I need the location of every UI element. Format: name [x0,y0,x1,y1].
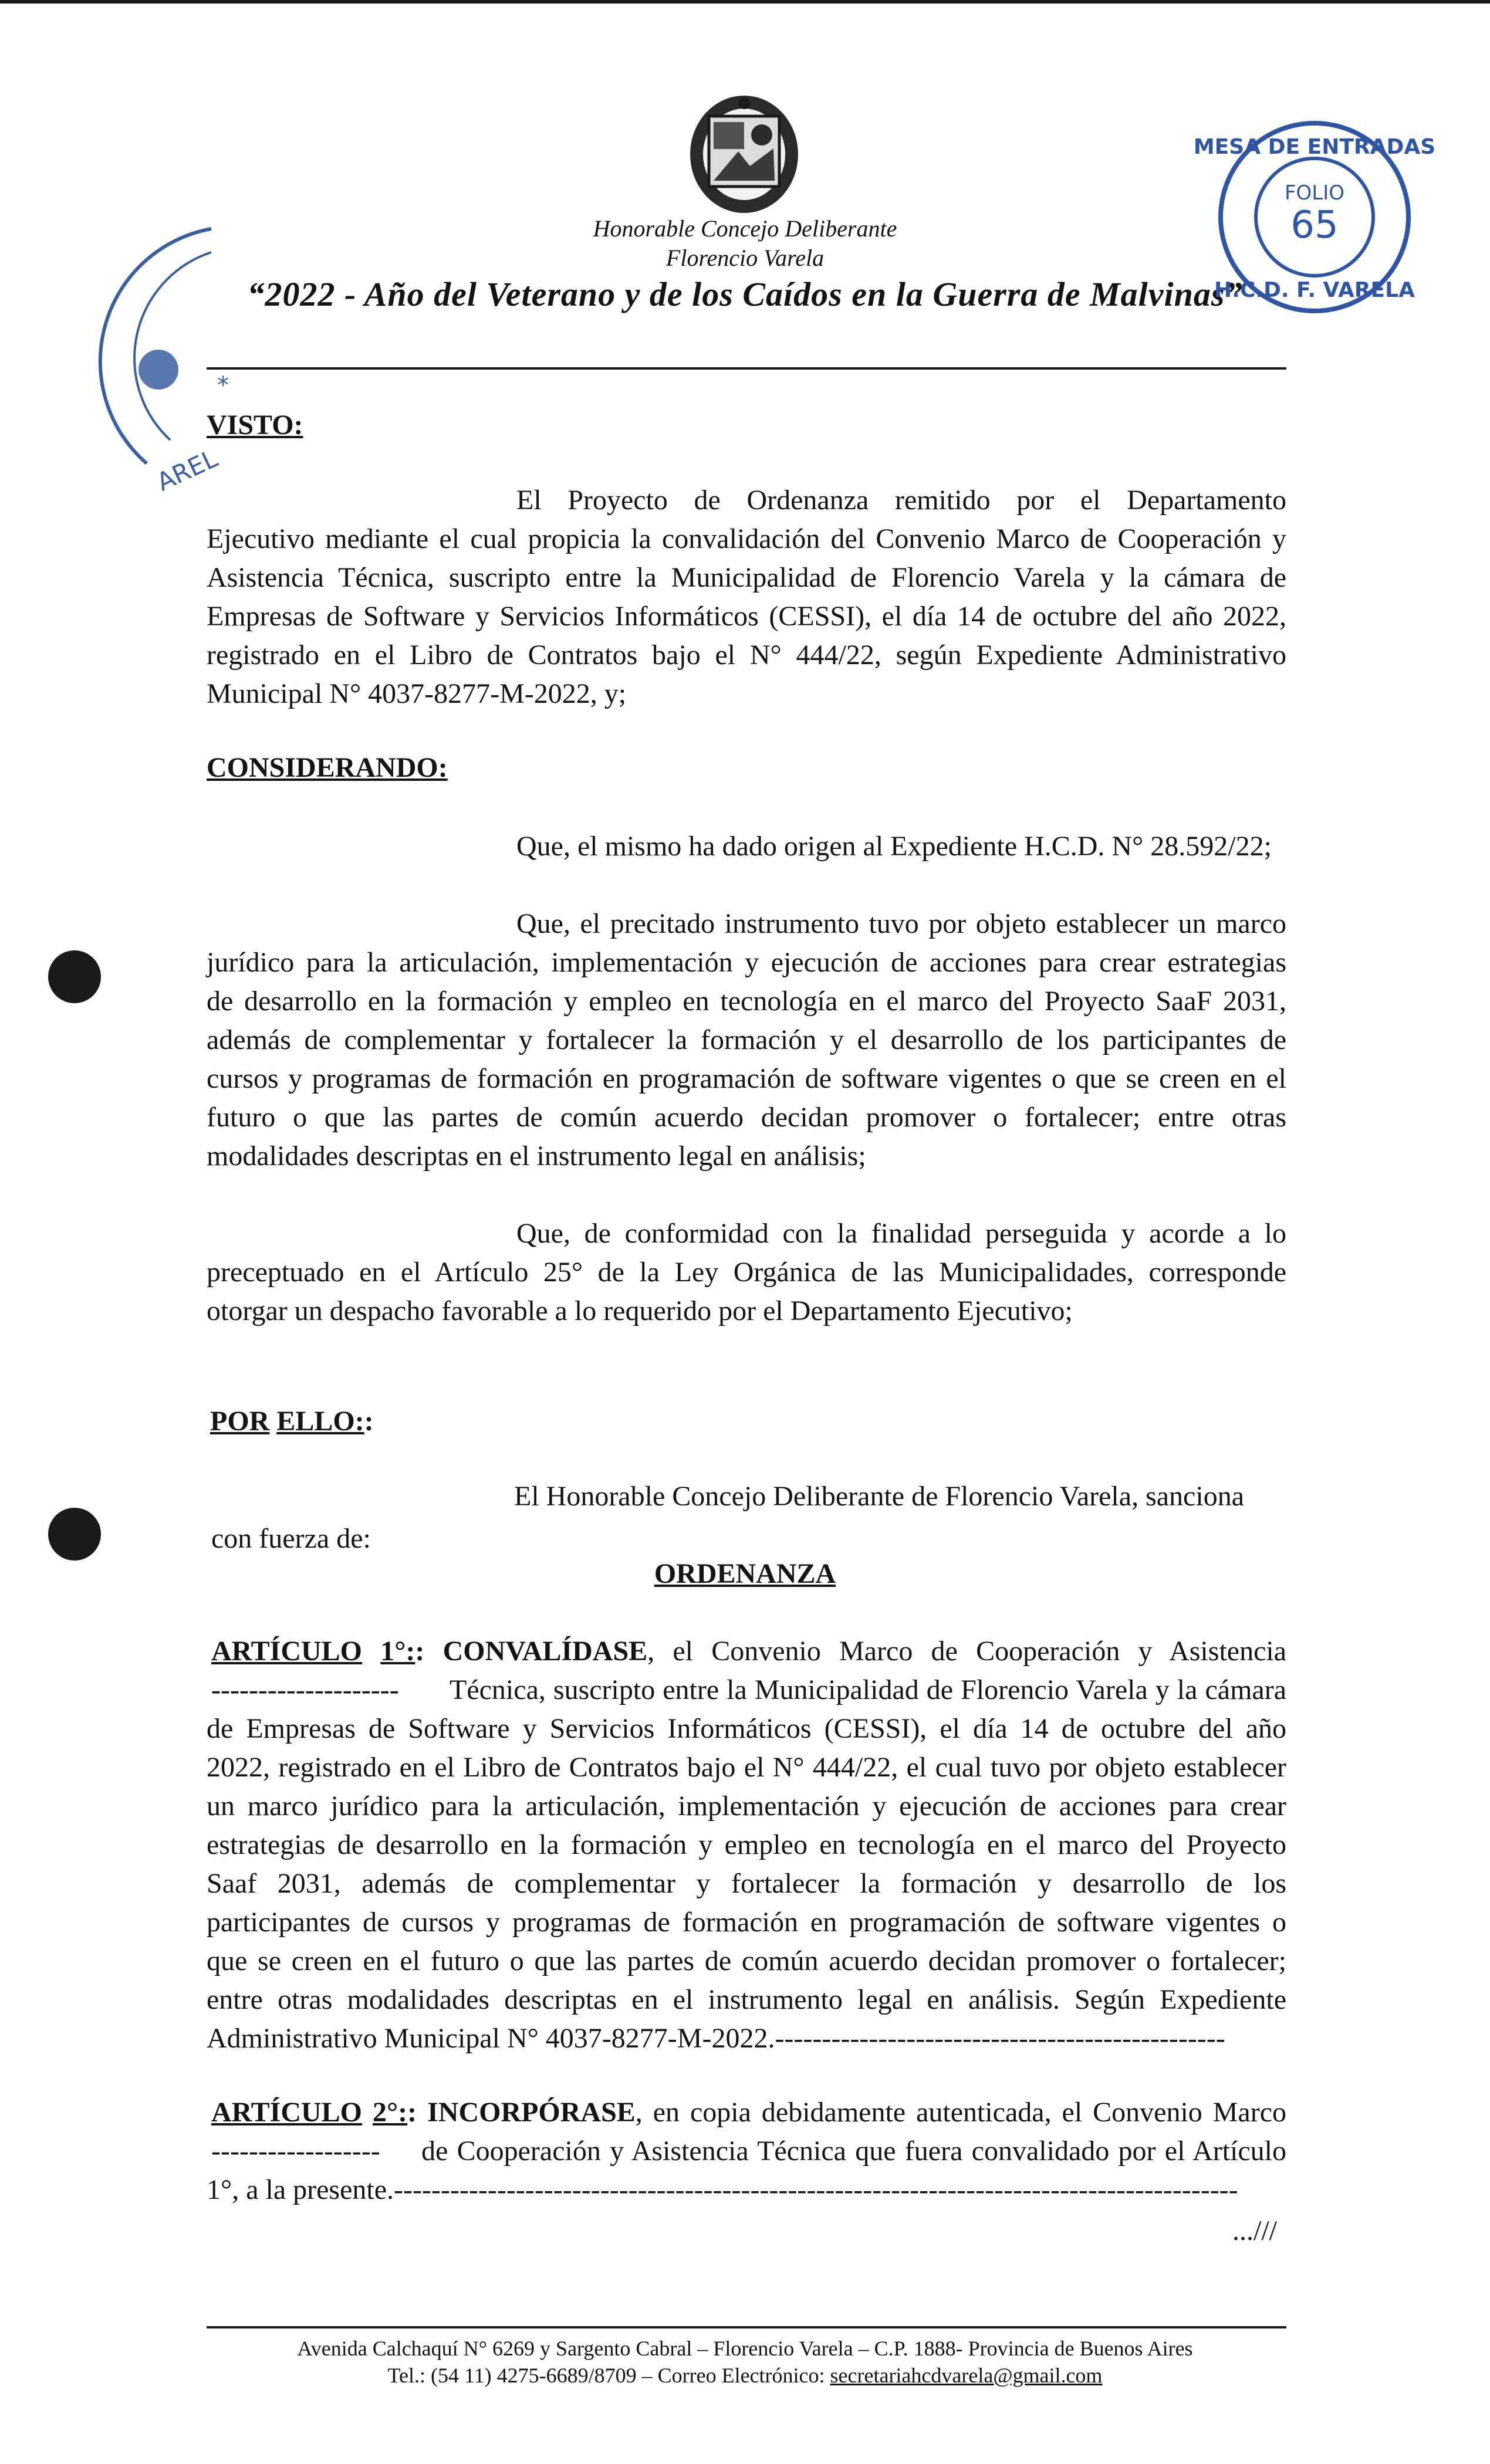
seal-folio-label: FOLIO [1284,181,1345,205]
articulo-2-first-line: ARTÍCULO 2°:: INCORPÓRASE, en copia debidamente autenticada, el Convenio Marco [211,2097,1287,2128]
considerando-line: modalidades descriptas en el instrumento legal en análisis; [207,1140,866,1172]
seal-ring-text: MESA DE ENTRADAS [1193,135,1436,159]
visto-line: El Proyecto de Ordenanza remitido por el Departamento [516,485,1286,516]
reception-seal [1193,111,1436,323]
considerando-line: otorgar un despacho favorable a lo requerido por el Departamento Ejecutivo; [207,1295,1073,1326]
articulo-1-line: 2022, registrado en el Libro de Contratos bajo el N° 444/22, el cual tuvo por objeto establecer [207,1752,1286,1783]
articulo-1-dashes: -------------------- [211,1674,399,1705]
svg-text:*: * [217,372,229,399]
scan-top-edge [0,0,1490,4]
continuation-mark: .../// [1232,2215,1278,2246]
visto-line: Municipal N° 4037-8277-M-2022, y; [207,678,627,709]
articulo-2-dashes: ------------------ [211,2135,380,2167]
visto-line: Asistencia Técnica, suscripto entre la Municipalidad de Florencio Varela y la cámara de [207,562,1286,593]
header-divider [207,367,1286,370]
footer-email-link[interactable]: secretariahcdvarela@gmail.com [830,2364,1103,2387]
punch-hole [48,950,101,1003]
articulo-1-first-line: ARTÍCULO 1°:: CONVALÍDASE, el Convenio Marco de Cooperación y Asistencia [211,1636,1287,1667]
partial-stamp-left [123,217,299,516]
articulo-1-line: entre otras modalidades descriptas en el instrumento legal en análisis. Según Expediente [207,1984,1286,2015]
footer-contact: Tel.: (54 11) 4275-6689/8709 – Correo Electrónico: secretariahcdvarela@gmail.com [387,2364,1103,2387]
municipal-crest-icon [685,93,803,216]
footer-address: Avenida Calchaquí N° 6269 y Sargento Cabral – Florencio Varela – C.P. 1888- Provincia de Buenos Aires [297,2337,1193,2360]
considerando-paragraph: Que, el mismo ha dado origen al Expediente H.C.D. N° 28.592/22; [516,831,1272,862]
visto-line: Ejecutivo mediante el cual propicia la convalidación del Convenio Marco de Cooperación y [207,523,1286,554]
considerando-heading: CONSIDERANDO: [207,752,448,783]
considerando-line: Que, el precitado instrumento tuvo por objeto establecer un marco [516,908,1286,939]
articulo-1-line: de Empresas de Software y Servicios Informáticos (CESSI), el día 14 de octubre del año [207,1713,1286,1744]
council-name: Honorable Concejo Deliberante [593,215,897,242]
articulo-1-line: un marco jurídico para la articulación, implementación y ejecución de acciones para crear [207,1791,1286,1822]
city-name: Florencio Varela [665,245,825,271]
seal-bottom-text: H.C.D. F. VARELA [1214,278,1415,302]
punch-hole [48,1508,101,1561]
considerando-line: cursos y programas de formación en programación de software vigentes o que se creen en el [207,1063,1286,1094]
considerando-line: jurídico para la articulación, implementación y ejecución de acciones para crear estrategias [207,947,1286,978]
articulo-1-last-line: Administrativo Municipal N° 4037-8277-M-2022.------------------------------------------------ [207,2023,1225,2054]
articulo-1-line: Saaf 2031, además de complementar y fortalecer la formación y desarrollo de los [207,1868,1286,1899]
articulo-1-line: participantes de cursos y programas de formación en programación de software vigentes o [207,1907,1286,1938]
considerando-line: preceptuado en el Artículo 25° de la Ley Orgánica de las Municipalidades, corresponde [207,1257,1286,1288]
articulo-2-line: de Cooperación y Asistencia Técnica que fuera convalidado por el Artículo [421,2135,1286,2167]
seal-folio-number: 65 [1290,204,1339,247]
visto-line: Empresas de Software y Servicios Informáticos (CESSI), el día 14 de octubre del año 2022, [207,601,1286,632]
considerando-line: además de complementar y fortalecer la formación y el desarrollo de los participantes de [207,1024,1286,1055]
articulo-1-line: estrategias de desarrollo en la formación y empleo en tecnología en el marco del Proyecto [207,1829,1286,1860]
visto-line: registrado en el Libro de Contratos bajo el N° 444/22, según Expediente Administrativo [207,639,1286,671]
footer-divider [207,2326,1286,2328]
considerando-line: futuro o que las partes de común acuerdo decidan promover o fortalecer; entre otras [207,1102,1286,1133]
considerando-line: de desarrollo en la formación y empleo en tecnología en el marco del Proyecto SaaF 2031, [207,986,1286,1017]
considerando-line: Que, de conformidad con la finalidad perseguida y acorde a lo [516,1218,1286,1249]
svg-text:AREL: AREL [152,444,222,497]
visto-heading: VISTO: [207,409,303,441]
articulo-2-last-line: 1°, a la presente.------------------------------------------------------------------------------------------ [207,2174,1238,2205]
articulo-1-line: que se creen en el futuro o que las partes de común acuerdo decidan promover o fortalecer; [207,1945,1286,1976]
year-motto: “2022 - Año del Veterano y de los Caídos en la Guerra de Malvinas” [247,275,1243,313]
por-ello-heading: POR ELLO:: [210,1406,374,1437]
articulo-1-line: Técnica, suscripto entre la Municipalidad de Florencio Varela y la cámara [450,1674,1286,1705]
por-ello-line: El Honorable Concejo Deliberante de Florencio Varela, sanciona [514,1481,1244,1512]
ordenanza-title: ORDENANZA [654,1558,836,1589]
por-ello-line: con fuerza de: [211,1523,371,1554]
